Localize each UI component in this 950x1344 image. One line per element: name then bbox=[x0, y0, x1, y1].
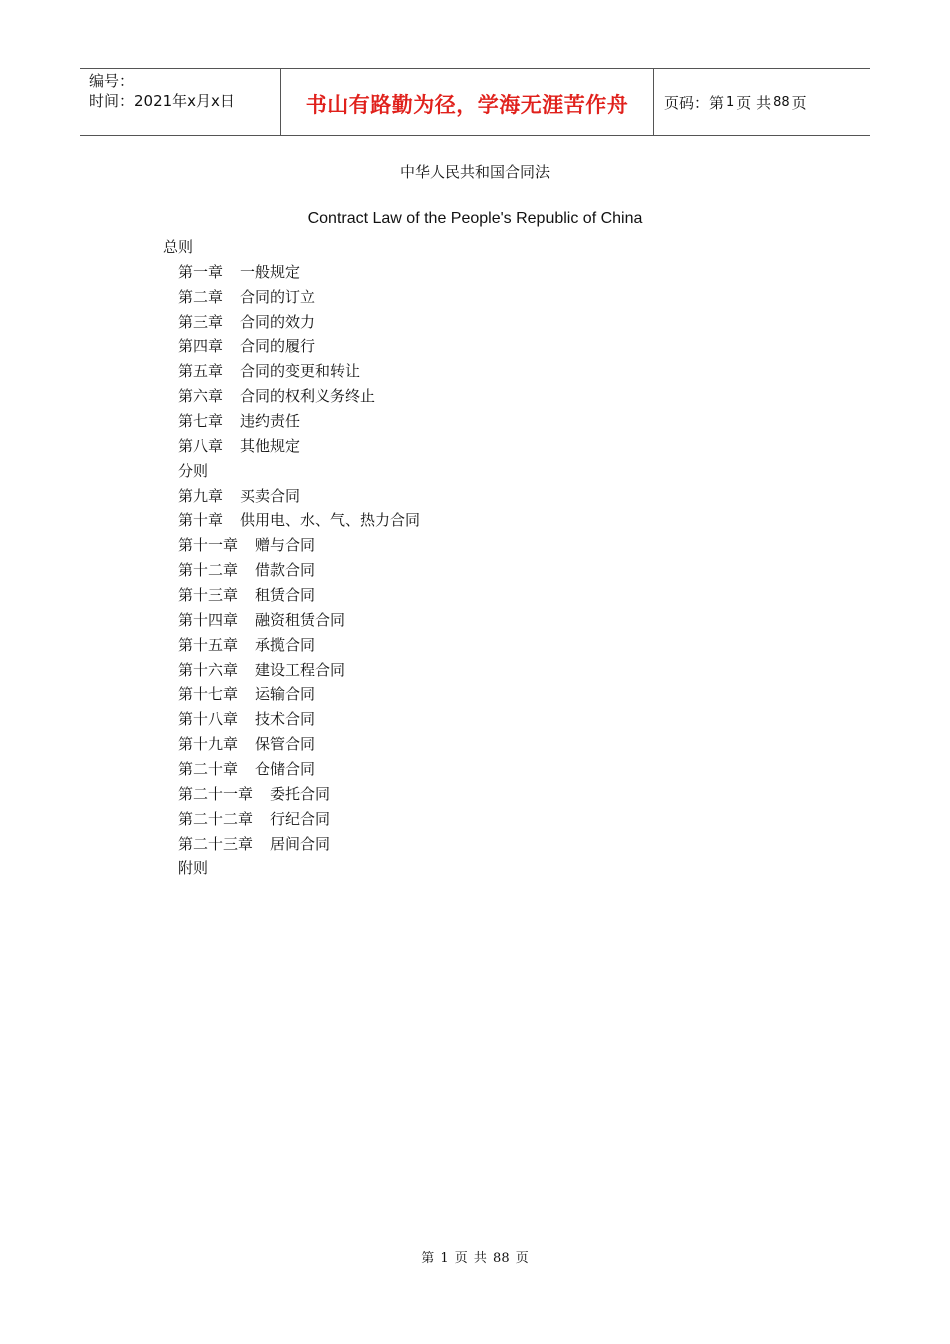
toc-item bbox=[163, 633, 420, 658]
toc-chapter-number: 第四章 bbox=[178, 337, 224, 356]
toc-item bbox=[163, 384, 420, 409]
toc-chapter-title: 供用电、水、气、热力合同 bbox=[240, 511, 421, 530]
toc-item bbox=[163, 533, 420, 558]
toc-chapter-title: 其他规定 bbox=[240, 436, 301, 455]
toc-chapter-number: 第六章 bbox=[178, 387, 224, 406]
toc-item bbox=[163, 658, 420, 683]
toc-item bbox=[163, 409, 420, 434]
header-motto: 书山有路勤为径，学海无涯苦作舟 bbox=[281, 69, 654, 135]
toc-chapter-number: 第十章 bbox=[178, 511, 224, 530]
toc-chapter-title: 运输合同 bbox=[255, 685, 316, 704]
toc-item bbox=[163, 832, 420, 857]
toc-chapter-title: 合同的权利义务终止 bbox=[240, 387, 376, 406]
toc-chapter-number: 第八章 bbox=[178, 436, 224, 455]
header-page-number bbox=[654, 69, 870, 135]
toc-chapter-number: 第二十三章 bbox=[178, 834, 254, 853]
document-title: 中华人民共和国合同法 bbox=[399, 163, 550, 181]
toc-chapter-title: 合同的效力 bbox=[240, 312, 316, 331]
toc-chapter-title: 承揽合同 bbox=[255, 635, 316, 654]
toc-chapter-number: 第二十章 bbox=[178, 760, 239, 779]
toc-chapter-title: 居间合同 bbox=[270, 834, 331, 853]
toc-chapter-title: 借款合同 bbox=[255, 561, 316, 580]
page-suffix: 页 bbox=[791, 93, 807, 112]
toc-chapter-title: 仓储合同 bbox=[255, 760, 316, 779]
toc-chapter-title: 建设工程合同 bbox=[255, 660, 346, 679]
toc-chapter-number: 第十九章 bbox=[178, 735, 239, 754]
page-current: 1 bbox=[726, 94, 735, 110]
toc-item bbox=[163, 359, 420, 384]
toc-item bbox=[163, 484, 420, 509]
toc-chapter-number: 第十六章 bbox=[178, 660, 239, 679]
toc-item bbox=[163, 732, 420, 757]
toc-item bbox=[163, 260, 420, 285]
page-mid: 页 共 bbox=[736, 93, 772, 112]
table-of-contents bbox=[163, 235, 420, 881]
toc-chapter-number: 第三章 bbox=[178, 312, 224, 331]
page-header bbox=[80, 68, 870, 136]
toc-chapter-title: 违约责任 bbox=[240, 412, 301, 431]
toc-chapter-number: 第十三章 bbox=[178, 586, 239, 605]
toc-chapter-title: 行纪合同 bbox=[270, 809, 331, 828]
toc-chapter-title: 一般规定 bbox=[240, 262, 301, 281]
toc-item bbox=[163, 558, 420, 583]
header-meta bbox=[80, 69, 281, 135]
toc-item bbox=[163, 707, 420, 732]
toc-chapter-number: 第二十一章 bbox=[178, 784, 254, 803]
toc-chapter-number: 第十一章 bbox=[178, 536, 239, 555]
toc-chapter-number: 第二十二章 bbox=[178, 809, 254, 828]
toc-item bbox=[163, 285, 420, 310]
toc-chapter-title: 赠与合同 bbox=[255, 536, 316, 555]
toc-item bbox=[163, 757, 420, 782]
toc-chapter-number: 第五章 bbox=[178, 362, 224, 381]
toc-chapter-title: 融资租赁合同 bbox=[255, 610, 346, 629]
toc-chapter-title: 技术合同 bbox=[255, 710, 316, 729]
page-footer: 第 1 页 共 88 页 bbox=[421, 1251, 529, 1266]
page-prefix: 页码：第 bbox=[664, 93, 725, 112]
toc-item bbox=[163, 310, 420, 335]
toc-item bbox=[163, 608, 420, 633]
toc-chapter-title: 买卖合同 bbox=[240, 486, 301, 505]
toc-chapter-title: 合同的变更和转让 bbox=[240, 362, 361, 381]
toc-item bbox=[163, 334, 420, 359]
toc-item bbox=[163, 459, 420, 484]
toc-chapter-title: 合同的履行 bbox=[240, 337, 316, 356]
toc-chapter-number: 附则 bbox=[178, 859, 209, 878]
toc-item bbox=[163, 682, 420, 707]
toc-chapter-title: 合同的订立 bbox=[240, 287, 316, 306]
toc-chapter-title: 保管合同 bbox=[255, 735, 316, 754]
document-number-label: 编号： bbox=[89, 72, 135, 90]
toc-item bbox=[163, 807, 420, 832]
toc-item bbox=[163, 782, 420, 807]
toc-chapter-number: 第一章 bbox=[178, 262, 224, 281]
toc-chapter-number: 第九章 bbox=[178, 486, 224, 505]
toc-item bbox=[163, 235, 420, 260]
toc-item bbox=[163, 434, 420, 459]
toc-chapter-number: 第二章 bbox=[178, 287, 224, 306]
toc-chapter-number: 第十二章 bbox=[178, 561, 239, 580]
document-time-label: 时间：2021年x月x日 bbox=[89, 92, 235, 110]
toc-item bbox=[163, 583, 420, 608]
toc-chapter-title: 委托合同 bbox=[270, 784, 331, 803]
toc-item bbox=[163, 508, 420, 533]
toc-chapter-number: 第十八章 bbox=[178, 710, 239, 729]
toc-item bbox=[163, 856, 420, 881]
page-total: 88 bbox=[773, 94, 790, 110]
toc-chapter-title: 租赁合同 bbox=[255, 586, 316, 605]
toc-chapter-number: 分则 bbox=[178, 461, 209, 480]
toc-chapter-number: 第十五章 bbox=[178, 635, 239, 654]
document-subtitle: Contract Law of the People's Republic of China bbox=[307, 210, 643, 227]
toc-chapter-number: 第十四章 bbox=[178, 610, 239, 629]
toc-chapter-number: 第七章 bbox=[178, 412, 224, 431]
toc-chapter-number: 总则 bbox=[163, 238, 194, 256]
toc-chapter-number: 第十七章 bbox=[178, 685, 239, 704]
